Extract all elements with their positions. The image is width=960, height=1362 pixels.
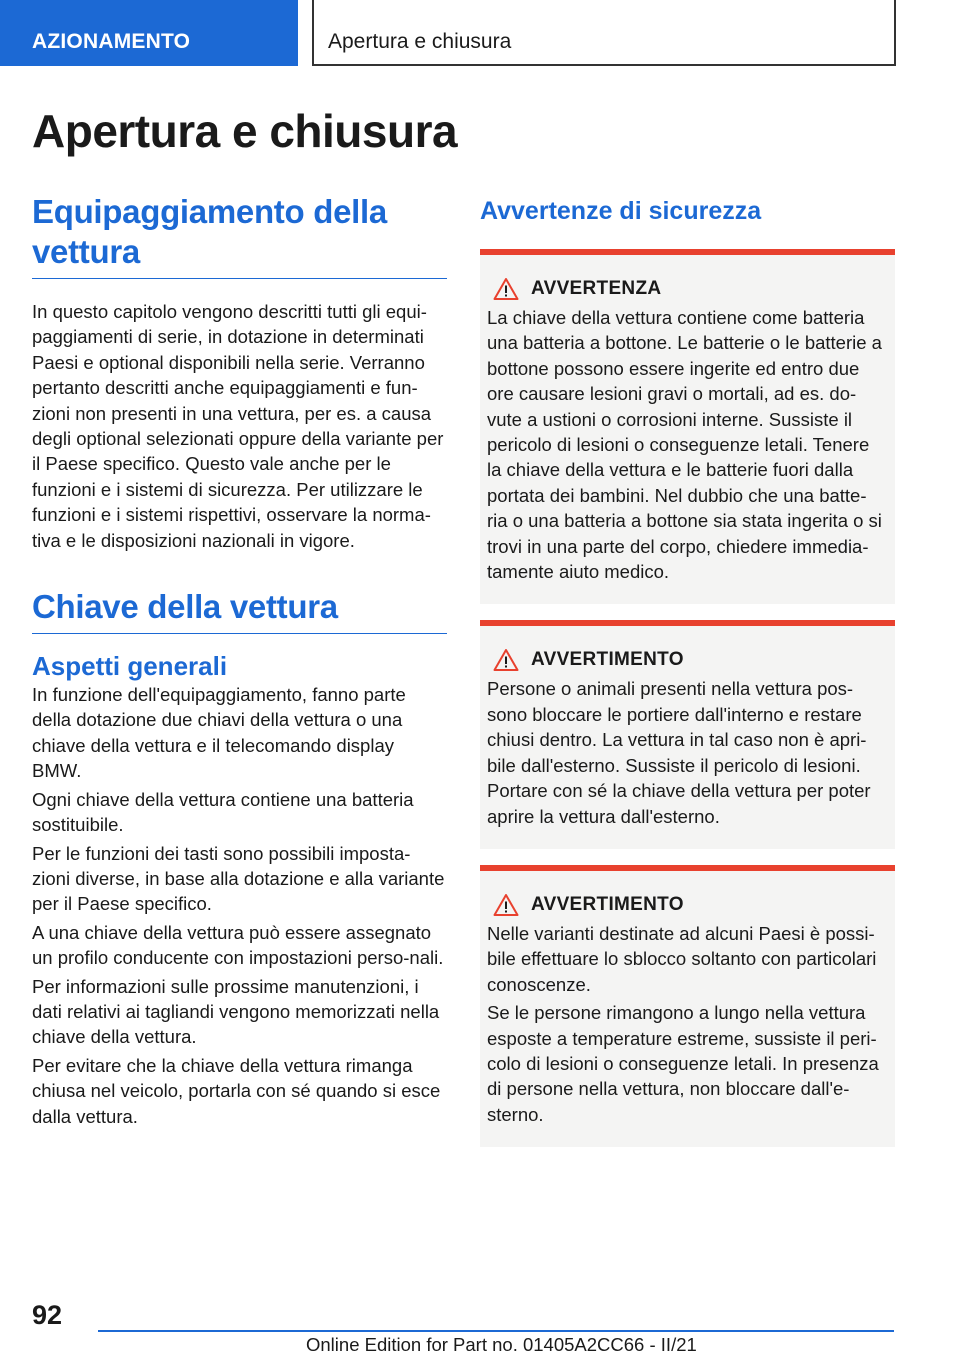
page-number: 92 bbox=[32, 1300, 63, 1330]
warning-triangle-icon bbox=[493, 648, 519, 672]
general-paragraph-1: In funzione dell'equipaggiamento, fanno parte della dotazione due chiavi della vettura o una chiave della vettura e il telecomando display BMW. bbox=[32, 684, 406, 782]
warning-title-text: AVVERTENZA bbox=[531, 278, 662, 299]
general-heading: Aspetti generali bbox=[32, 651, 228, 682]
warning-triangle-icon bbox=[493, 893, 519, 917]
footer-edition: Online Edition for Part no. 01405A2CC66 - II/21 bbox=[306, 1334, 697, 1355]
key-heading: Chiave della vettura bbox=[32, 587, 447, 634]
page-title: Apertura e chiusura bbox=[32, 105, 458, 157]
warning-text: La chiave della vettura contiene come batteria una batteria a bottone. Le batterie o le batterie a bottone possono essere ingerite ed entro due ore causare lesioni gravi o mortali, ad es. do-vute a ustioni o corrosioni interne. Sussiste il pericolo di lesioni o conseguenze letali. Tenere la chiave della vettura e le batterie fuori dalla portata dei bambini. Nel dubbio che una batte-ria o una batteria a bottone sia stata ingerita o si trovi in una parte del corpo, chiedere immedia-tamente aiuto medico. bbox=[487, 307, 882, 583]
chapter-tab: Apertura e chiusura bbox=[312, 0, 896, 66]
page-header bbox=[0, 0, 960, 66]
warning-title bbox=[487, 277, 887, 301]
safety-heading: Avvertenze di sicurezza bbox=[480, 197, 762, 225]
general-paragraph-3: Per le funzioni dei tasti sono possibili imposta-zioni diverse, in base alla dotazione e alla variante per il Paese specifico. bbox=[32, 842, 445, 915]
general-paragraph-2: Ogni chiave della vettura contiene una batteria sostituibile. bbox=[32, 788, 414, 836]
equipment-heading: Equipaggiamento della vettura bbox=[32, 192, 447, 279]
caution-text-2b: Se le persone rimangono a lungo nella vettura esposte a temperature estreme, sussiste il peri-colo di lesioni o conseguenze letali. In presenza di persone nella vettura, non bloccare dall'e-sterno. bbox=[487, 1002, 879, 1125]
section-tab: AZIONAMENTO bbox=[0, 0, 298, 66]
caution-title-text-2: AVVERTIMENTO bbox=[531, 893, 684, 915]
caution-title-text-1: AVVERTIMENTO bbox=[531, 649, 684, 671]
caution-box-2 bbox=[480, 865, 895, 1147]
right-column bbox=[480, 192, 895, 1147]
caution-title-2 bbox=[487, 893, 887, 917]
caution-box-1 bbox=[480, 620, 895, 848]
general-paragraph-6: Per evitare che la chiave della vettura rimanga chiusa nel veicolo, portarla con sé quando si esce dalla vettura. bbox=[32, 1054, 441, 1127]
caution-title-1 bbox=[487, 648, 887, 672]
warning-box bbox=[480, 249, 895, 604]
footer-divider bbox=[98, 1330, 894, 1332]
caution-text-2a: Nelle varianti destinate ad alcuni Paesi è possi-bile effettuare lo sblocco soltanto con particolari conoscenze. bbox=[487, 922, 877, 995]
caution-text-1: Persone o animali presenti nella vettura pos-sono bloccare le portiere dall'interno e restare chiusi dentro. La vettura in tal caso non è apri-bile dall'esterno. Sussiste il pericolo di lesioni. Portare con sé la chiave della vettura per poter aprire la vettura dall'esterno. bbox=[487, 678, 871, 827]
equipment-text: In questo capitolo vengono descritti tutti gli equi-paggiamenti di serie, in dotazione in determinati Paesi e optional disponibili nella serie. Verranno pertanto descritti anche equipaggiamenti e fun-zioni non presenti in una vettura, per es. a causa degli optional selezionati oppure della variante per il Paese specifico. Questo vale anche per le funzioni e i sistemi di sicurezza. Per utilizzare le funzioni e i sistemi rispettivi, osservare la norma-tiva e le disposizioni nazionali in vigore. bbox=[32, 301, 444, 551]
general-paragraph-5: Per informazioni sulle prossime manutenzioni, i dati relativi ai tagliandi vengono memorizzati nella chiave della vettura. bbox=[32, 975, 440, 1048]
warning-triangle-icon bbox=[493, 277, 519, 301]
general-paragraph-4: A una chiave della vettura può essere assegnato un profilo conducente con impostazioni perso-nali. bbox=[32, 921, 444, 969]
left-column bbox=[32, 192, 447, 1129]
